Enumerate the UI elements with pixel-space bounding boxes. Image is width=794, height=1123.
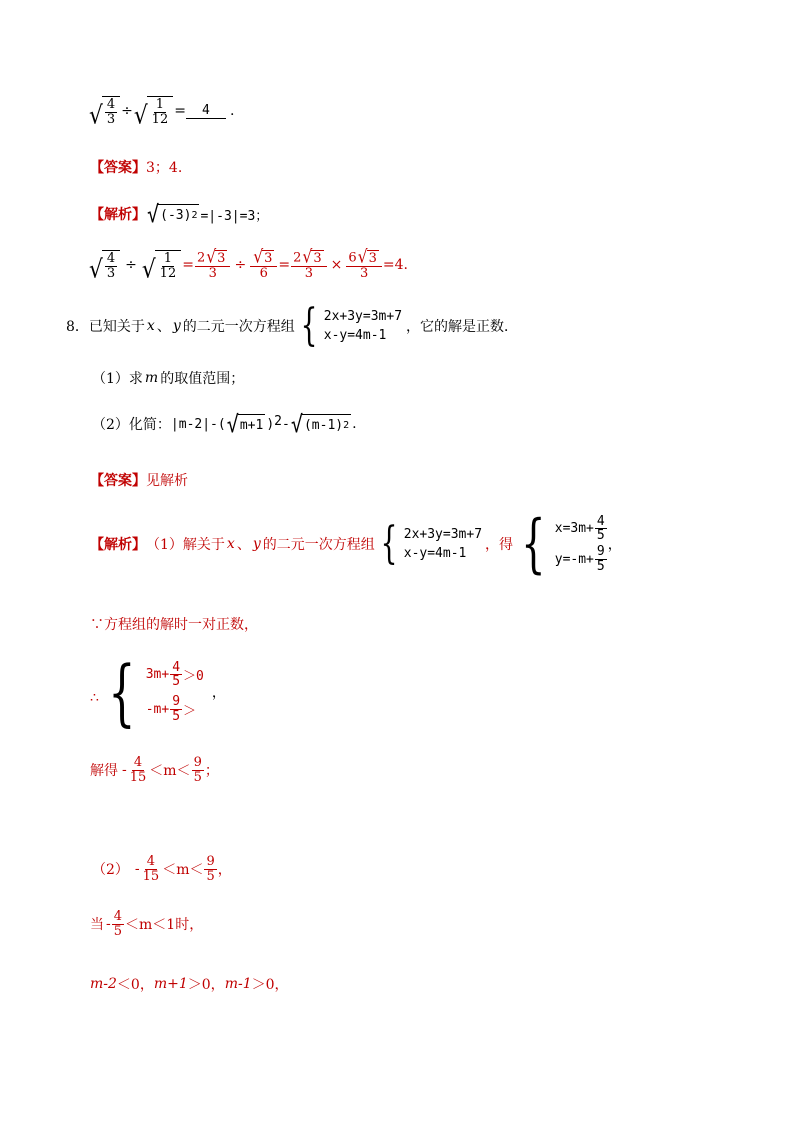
left-brace: { bbox=[300, 300, 318, 351]
numerator: 4 bbox=[106, 251, 116, 266]
sqrt-1-12: √ $\frac{1}{12}$ bbox=[142, 250, 181, 280]
sqrt-1-12: √ $\frac{1}{12}$ bbox=[134, 96, 173, 126]
separator: 、 bbox=[236, 537, 251, 553]
inequality-text: ＜m＜ bbox=[162, 862, 204, 879]
fraction bbox=[141, 855, 162, 883]
analysis-text: 的二元一次方程组 bbox=[262, 537, 375, 553]
numerator: 9 bbox=[596, 544, 605, 559]
denominator: 3 bbox=[106, 111, 116, 127]
period: . bbox=[229, 103, 235, 120]
therefore-symbol: ∴ bbox=[90, 690, 99, 706]
inequality-text: ＜m＜ bbox=[149, 763, 191, 780]
comma: ， bbox=[607, 537, 622, 553]
numerator: 4 bbox=[106, 97, 116, 112]
denominator: 12 bbox=[159, 265, 177, 281]
sqrt-m-minus-1-squared: √ (m-1) 2 bbox=[290, 410, 350, 438]
numerator: 4 bbox=[172, 659, 181, 675]
exponent: 2 bbox=[274, 414, 282, 429]
radicand: 3 bbox=[368, 251, 377, 266]
fraction bbox=[105, 252, 117, 280]
denominator: 5 bbox=[206, 868, 215, 884]
analysis-text: （1）解关于 bbox=[146, 537, 225, 553]
denominator: 12 bbox=[151, 111, 169, 127]
part-text: （2）化简： bbox=[92, 417, 171, 434]
analysis-line-2 bbox=[90, 507, 622, 581]
divide-sign: ÷ bbox=[125, 257, 137, 274]
equation-system bbox=[295, 300, 403, 351]
solution-text: x=3m+ bbox=[554, 521, 594, 537]
numerator: 4 bbox=[146, 854, 156, 869]
expression-line-1 bbox=[88, 96, 235, 131]
when-text: ＜m＜1时， bbox=[125, 917, 204, 934]
numerator: 4 bbox=[596, 513, 605, 529]
inequality-text: ＞0， bbox=[251, 977, 289, 993]
solve-text: 解得 bbox=[90, 763, 118, 780]
when-text: 当 bbox=[90, 917, 104, 934]
denominator: 5 bbox=[596, 558, 605, 574]
denominator: 5 bbox=[193, 769, 202, 785]
question-8 bbox=[66, 300, 519, 351]
fraction bbox=[128, 756, 149, 784]
inequality-2 bbox=[146, 695, 204, 723]
equals-sign: = bbox=[174, 103, 186, 120]
part-label: （2） bbox=[92, 862, 129, 879]
solution-x bbox=[555, 515, 608, 543]
coefficient: 2 bbox=[293, 250, 302, 266]
var-m: m bbox=[144, 370, 159, 386]
inequality-text: -m+ bbox=[145, 701, 170, 717]
semicolon: ； bbox=[204, 763, 219, 780]
fraction bbox=[192, 756, 204, 784]
result: =4. bbox=[382, 257, 408, 274]
fraction bbox=[112, 910, 124, 938]
paren: ) bbox=[266, 416, 275, 432]
separator: 、 bbox=[156, 319, 171, 335]
fraction bbox=[105, 98, 117, 126]
radicand: (-3) bbox=[160, 207, 192, 223]
numerator: 9 bbox=[172, 694, 181, 709]
fraction bbox=[204, 855, 216, 883]
denominator: 5 bbox=[596, 528, 605, 544]
equation-system bbox=[375, 518, 483, 569]
minus-sign: - bbox=[134, 861, 140, 878]
when-line bbox=[90, 910, 203, 938]
expression: m-2 bbox=[90, 976, 117, 992]
sqrt-4-3: √ $\frac{4}{3}$ bbox=[89, 250, 120, 280]
answer-tag: 【答案】 bbox=[90, 159, 146, 175]
answer-text: 3；4. bbox=[146, 160, 183, 176]
because-text: ∵方程组的解时一对正数， bbox=[90, 617, 258, 633]
analysis-tag: 【解析】 bbox=[90, 206, 146, 223]
denominator: 3 bbox=[359, 265, 369, 281]
exponent: 2 bbox=[343, 419, 350, 431]
var-y: y bbox=[252, 536, 261, 552]
numerator: 9 bbox=[206, 854, 215, 869]
radicand: m+1 bbox=[238, 414, 265, 434]
equals-sign: = bbox=[278, 257, 291, 274]
answer-text: 见解析 bbox=[146, 473, 188, 489]
left-brace: { bbox=[108, 650, 136, 734]
fraction-2sqrt3-3: 2 √ 3 3 bbox=[291, 250, 327, 280]
solution-y bbox=[555, 545, 608, 573]
equation-1: 2x+3y=3m+7 bbox=[403, 527, 483, 542]
expression: m-1 bbox=[224, 976, 252, 992]
coefficient: 2 bbox=[196, 250, 206, 266]
fraction-6sqrt3-3: 6 √ 3 3 bbox=[346, 250, 382, 280]
sqrt-4-3: √ $\frac{4}{3}$ bbox=[89, 96, 120, 126]
answer-line-1 bbox=[90, 157, 182, 177]
sqrt-neg3-squared: √ (-3) 2 bbox=[147, 200, 198, 228]
question-text: ，它的解是正数． bbox=[406, 319, 519, 335]
question-text: 已知关于 bbox=[88, 319, 145, 335]
answer-line-2 bbox=[90, 470, 188, 490]
question-8-part-1 bbox=[92, 368, 244, 388]
times-sign: × bbox=[330, 257, 343, 274]
analysis-tag: 【解析】 bbox=[90, 536, 146, 552]
denominator: 3 bbox=[208, 265, 217, 281]
inequality-text: 3m+ bbox=[145, 667, 170, 683]
denominator: 15 bbox=[129, 769, 147, 785]
equation-2: x-y=4m-1 bbox=[403, 546, 467, 561]
divide-sign: ÷ bbox=[121, 103, 133, 120]
numerator: 1 bbox=[163, 251, 173, 266]
part-text: （1）求 bbox=[92, 371, 143, 387]
var-x: x bbox=[146, 318, 155, 334]
comma: ， bbox=[217, 862, 232, 879]
solve-line bbox=[90, 756, 219, 784]
inequality-1 bbox=[146, 661, 204, 689]
denominator: 3 bbox=[106, 265, 116, 281]
left-brace: { bbox=[521, 507, 546, 581]
minus-sign: - bbox=[106, 916, 111, 933]
fraction-2sqrt3-3: 2 √ 3 3 bbox=[195, 250, 231, 280]
inequality-text: ＞0， bbox=[187, 977, 225, 993]
fraction bbox=[158, 252, 179, 280]
numerator: 4 bbox=[133, 755, 143, 770]
analysis-text: ，得 bbox=[485, 537, 514, 553]
divide-sign: ÷ bbox=[234, 257, 247, 274]
answer-blank: 4 bbox=[186, 103, 226, 119]
numerator: 4 bbox=[113, 909, 123, 924]
left-brace: { bbox=[380, 518, 398, 569]
denominator: 3 bbox=[304, 265, 314, 281]
therefore-line bbox=[90, 650, 226, 734]
part-2-line bbox=[92, 855, 232, 883]
denominator: 6 bbox=[259, 265, 268, 281]
abs-expression: |m-2|-( bbox=[170, 416, 226, 432]
numerator: 9 bbox=[193, 755, 202, 770]
coefficient: 6 bbox=[348, 250, 357, 266]
fraction-sqrt3-6: √ 3 6 bbox=[250, 250, 277, 280]
solution-system bbox=[513, 507, 608, 581]
minus-sign: - bbox=[122, 762, 127, 779]
analysis-line-1 bbox=[90, 200, 269, 228]
equation-2: x-y=4m-1 bbox=[323, 328, 387, 343]
fraction bbox=[150, 98, 171, 126]
var-y: y bbox=[172, 318, 181, 334]
question-text: 的二元一次方程组 bbox=[182, 319, 295, 335]
equals-sign: = bbox=[182, 257, 194, 274]
solution-text: y=-m+ bbox=[554, 551, 594, 567]
expression: m+1 bbox=[153, 976, 188, 992]
question-8-part-2 bbox=[92, 410, 357, 438]
denominator: 5 bbox=[172, 674, 181, 690]
inequality-text: ＜0， bbox=[116, 977, 154, 993]
inequality-system bbox=[99, 650, 204, 734]
inequality-text: ＞0 bbox=[183, 669, 204, 685]
part-text: 的取值范围； bbox=[160, 371, 245, 387]
radicand: (m-1) bbox=[303, 417, 344, 433]
minus-sign: - bbox=[282, 416, 290, 432]
because-line bbox=[90, 614, 258, 634]
question-number: 8． bbox=[66, 319, 89, 335]
denominator: 5 bbox=[172, 708, 181, 724]
equation-1: 2x+3y=3m+7 bbox=[323, 309, 403, 324]
radicand: 3 bbox=[313, 251, 322, 266]
analysis-text: =|-3|=3； bbox=[200, 208, 269, 224]
inequality-text: ＞ bbox=[183, 703, 197, 719]
radicand: 3 bbox=[264, 251, 273, 266]
radicand: 3 bbox=[217, 251, 226, 266]
denominator: 15 bbox=[142, 868, 160, 884]
last-line bbox=[90, 974, 289, 994]
exponent: 2 bbox=[191, 209, 198, 221]
var-x: x bbox=[226, 536, 235, 552]
numerator: 1 bbox=[155, 97, 165, 112]
expression-line-4 bbox=[88, 246, 408, 285]
answer-tag: 【答案】 bbox=[90, 472, 146, 488]
comma: ， bbox=[211, 685, 226, 701]
period: . bbox=[352, 416, 357, 433]
sqrt-m-plus-1: √ m+1 bbox=[226, 410, 264, 438]
denominator: 5 bbox=[113, 923, 123, 939]
